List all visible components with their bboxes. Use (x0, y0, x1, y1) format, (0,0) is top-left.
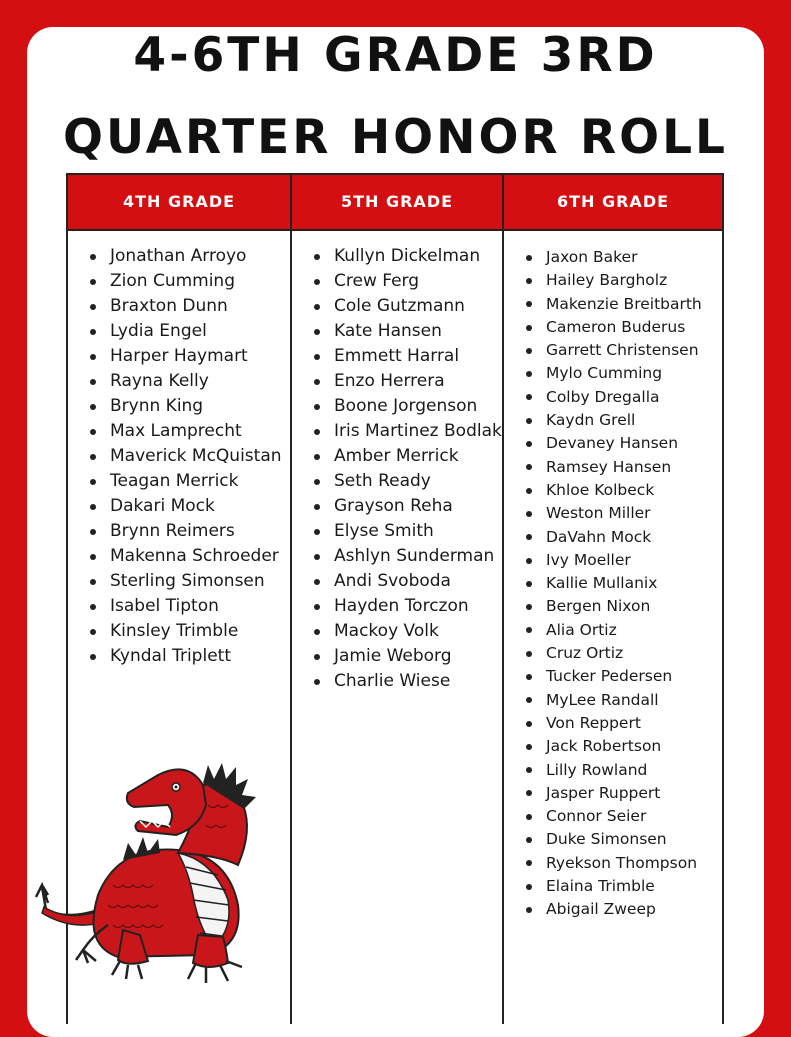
list-item: Ashlyn Sunderman (314, 544, 502, 569)
grade-5-name-list (314, 244, 502, 694)
grade-4-name-list (90, 244, 282, 669)
list-item: Hailey Bargholz (526, 269, 702, 292)
list-item: Charlie Wiese (314, 669, 502, 694)
list-item: DaVahn Mock (526, 526, 702, 549)
list-item: Braxton Dunn (90, 294, 282, 319)
list-item: Von Reppert (526, 712, 702, 735)
list-item: Ivy Moeller (526, 549, 702, 572)
column-heading-5th-grade: 5TH GRADE (340, 192, 454, 211)
list-item: Cole Gutzmann (314, 294, 502, 319)
list-item: Boone Jorgenson (314, 394, 502, 419)
list-item: Mylo Cumming (526, 362, 702, 385)
list-item: Maverick McQuistan (90, 444, 282, 469)
column-heading-4th-grade: 4TH GRADE (122, 192, 236, 211)
column-divider (502, 173, 504, 1024)
list-item: Kyndal Triplett (90, 644, 282, 669)
list-item: Kallie Mullanix (526, 572, 702, 595)
list-item: MyLee Randall (526, 689, 702, 712)
page-title-line-2: QUARTER HONOR ROLL (62, 110, 729, 165)
list-item: Harper Haymart (90, 344, 282, 369)
list-item: Grayson Reha (314, 494, 502, 519)
list-item: Kate Hansen (314, 319, 502, 344)
list-item: Cameron Buderus (526, 316, 702, 339)
column-heading-6th-grade: 6TH GRADE (556, 192, 670, 211)
list-item: Weston Miller (526, 502, 702, 525)
list-item: Brynn King (90, 394, 282, 419)
list-item: Emmett Harral (314, 344, 502, 369)
list-item: Crew Ferg (314, 269, 502, 294)
grade-6-name-list (526, 246, 702, 922)
list-item: Abigail Zweep (526, 898, 702, 921)
list-item: Lilly Rowland (526, 759, 702, 782)
list-item: Cruz Ortiz (526, 642, 702, 665)
list-item: Elyse Smith (314, 519, 502, 544)
list-item: Andi Svoboda (314, 569, 502, 594)
list-item: Jack Robertson (526, 735, 702, 758)
list-item: Alia Ortiz (526, 619, 702, 642)
list-item: Connor Seier (526, 805, 702, 828)
list-item: Jamie Weborg (314, 644, 502, 669)
list-item: Enzo Herrera (314, 369, 502, 394)
list-item: Teagan Merrick (90, 469, 282, 494)
list-item: Khloe Kolbeck (526, 479, 702, 502)
list-item: Isabel Tipton (90, 594, 282, 619)
list-item: Zion Cumming (90, 269, 282, 294)
list-item: Makenzie Breitbarth (526, 293, 702, 316)
list-item: Sterling Simonsen (90, 569, 282, 594)
list-item: Jonathan Arroyo (90, 244, 282, 269)
list-item: Mackoy Volk (314, 619, 502, 644)
list-item: Amber Merrick (314, 444, 502, 469)
list-item: Colby Dregalla (526, 386, 702, 409)
dragon-mascot-icon (28, 735, 296, 990)
list-item: Kullyn Dickelman (314, 244, 502, 269)
list-item: Brynn Reimers (90, 519, 282, 544)
list-item: Jasper Ruppert (526, 782, 702, 805)
table-header-row (68, 173, 722, 231)
list-item: Duke Simonsen (526, 828, 702, 851)
list-item: Devaney Hansen (526, 432, 702, 455)
list-item: Bergen Nixon (526, 595, 702, 618)
list-item: Max Lamprecht (90, 419, 282, 444)
list-item: Iris Martinez Bodlak (314, 419, 502, 444)
list-item: Hayden Torczon (314, 594, 502, 619)
list-item: Dakari Mock (90, 494, 282, 519)
list-item: Makenna Schroeder (90, 544, 282, 569)
list-item: Jaxon Baker (526, 246, 702, 269)
list-item: Tucker Pedersen (526, 665, 702, 688)
list-item: Seth Ready (314, 469, 502, 494)
list-item: Garrett Christensen (526, 339, 702, 362)
list-item: Ryekson Thompson (526, 852, 702, 875)
list-item: Kinsley Trimble (90, 619, 282, 644)
page-title-line-1: 4-6TH GRADE 3RD (133, 28, 658, 83)
list-item: Kaydn Grell (526, 409, 702, 432)
list-item: Ramsey Hansen (526, 456, 702, 479)
list-item: Rayna Kelly (90, 369, 282, 394)
list-item: Lydia Engel (90, 319, 282, 344)
list-item: Elaina Trimble (526, 875, 702, 898)
